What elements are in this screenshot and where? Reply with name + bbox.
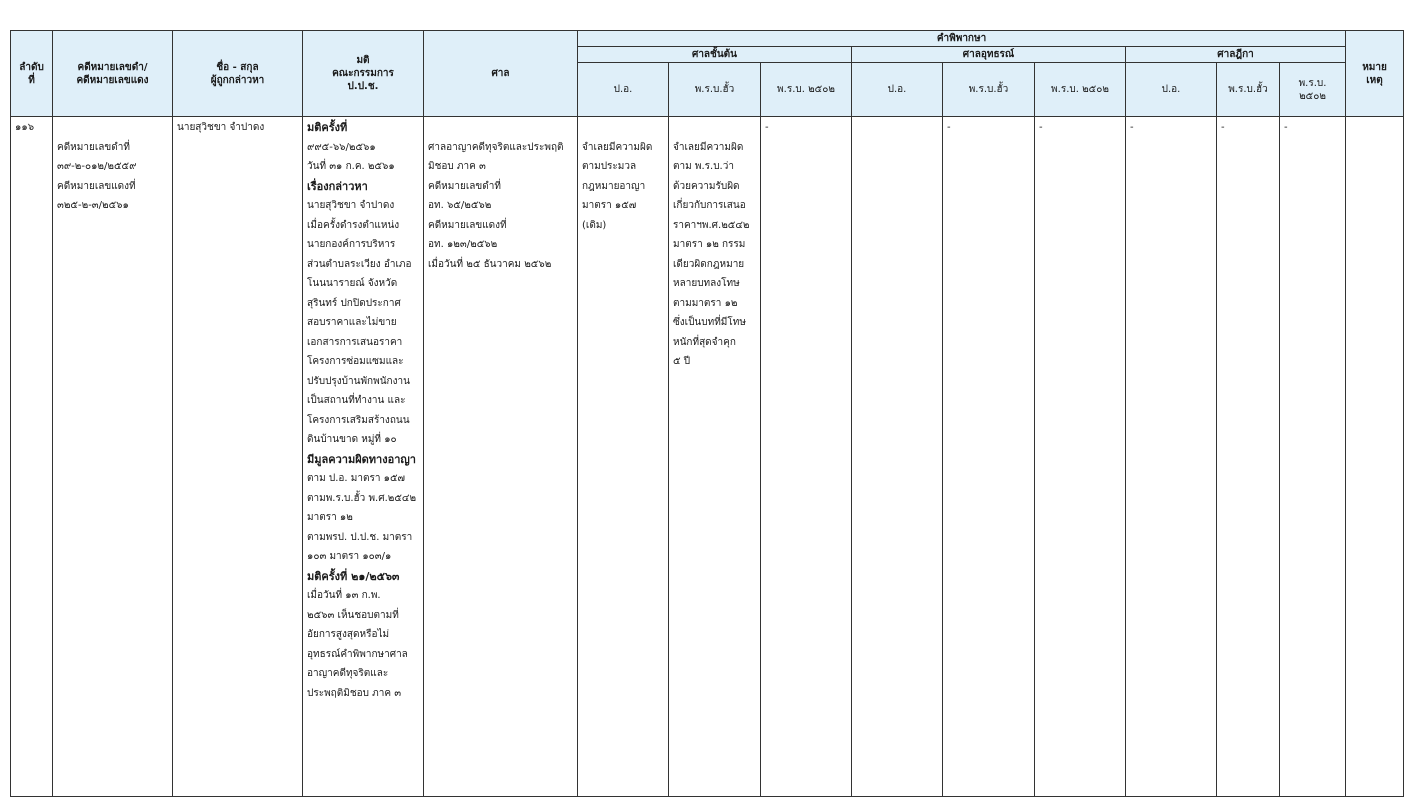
resolution-line: วันที่ ๓๑ ก.ค. ๒๕๖๑ [307, 161, 395, 172]
header-judgment: คำพิพากษา [578, 31, 1346, 47]
resolution-line: นายกองค์การบริหาร [307, 239, 396, 250]
resolution-line: อุทธรณ์คำพิพากษาศาล [307, 648, 408, 660]
header-sub-2502: พ.ร.บ. ๒๕๐๒ [1035, 63, 1126, 117]
cell-case: คดีหมายเลขดำที่ ๓๙-๒-๐๑๒/๒๕๕๙ คดีหมายเลขแดงที่ ๓๒๕-๒-๓/๒๕๖๑ [53, 117, 173, 797]
cell-supreme-po: - [1126, 117, 1217, 797]
resolution-line: นายสุวิชขา จำปาดง [307, 200, 395, 211]
cell-supreme-hua: - [1217, 117, 1280, 797]
resolution-line: ตาม ป.อ. มาตรา ๑๕๗ [307, 473, 406, 484]
header-resolution: มติ คณะกรรมการ ป.ป.ช. [303, 31, 424, 117]
resolution-line: ดินบ้านขาด หมู่ที่ ๑๐ [307, 434, 397, 445]
resolution-line: ๑๐๓ มาตรา ๑๐๓/๑ [307, 551, 392, 562]
header-sub-hua: พ.ร.บ.ฮั้ว [669, 63, 761, 117]
resolution-line: มติครั้งที่ ๒๑/๒๕๖๓ [307, 569, 400, 583]
resolution-line: อาญาคดีทุจริตและ [307, 668, 389, 679]
resolution-line: ตามพ.ร.บ.ฮั้ว พ.ศ.๒๕๔๒ [307, 492, 417, 504]
resolution-line: สุรินทร์ ปกปิดประกาศ [307, 297, 401, 309]
cell-court: ศาลอาญาคดีทุจริตและประพฤติ มิชอบ ภาค ๓ คดีหมายเลขดำที่ อท. ๖๕/๒๕๖๒ คดีหมายเลขแดงที่ อท. ๑๒๓/๒๕๖๒ เมื่อวันที่ ๒๕ ธันวาคม ๒๕๖๒ [424, 117, 578, 797]
header-sub-2502: พ.ร.บ. ๒๕๐๒ [1280, 63, 1346, 117]
resolution-line: ๒๕๖๓ เห็นชอบตามที่ [307, 609, 399, 621]
cell-appeal-hua: - [943, 117, 1035, 797]
resolution-line: เรื่องกล่าวหา [307, 179, 368, 193]
cell-remark [1346, 117, 1404, 797]
cell-first-po: จำเลยมีความผิด ตามประมวล กฎหมายอาญา มาตรา ๑๕๗ (เดิม) [578, 117, 669, 797]
header-remark: หมาย เหตุ [1346, 31, 1404, 117]
resolution-line: โครงการเสริมสร้างถนน [307, 414, 410, 426]
resolution-line: ตามพรป. ป.ป.ช. มาตรา [307, 531, 413, 543]
resolution-line: โครงการซ่อมแซมและ [307, 356, 404, 367]
resolution-line: มาตรา ๑๒ [307, 512, 353, 523]
header-sub-po: ป.อ. [852, 63, 943, 117]
table-row [11, 117, 1404, 797]
header-first-instance-court: ศาลชั้นต้น [578, 47, 852, 63]
resolution-line: มีมูลความผิดทางอาญา [307, 452, 416, 466]
cell-appeal-po [852, 117, 943, 797]
header-appeal-court: ศาลอุทธรณ์ [852, 47, 1126, 63]
cell-resolution [303, 117, 424, 797]
header-case: คดีหมายเลขดำ/ คดีหมายเลขแดง [53, 31, 173, 117]
header-seq: ลำดับ ที่ [11, 31, 53, 117]
header-sub-po: ป.อ. [1126, 63, 1217, 117]
judgment-table [10, 30, 1404, 797]
resolution-line: เมื่อครั้งดำรงตำแหน่ง [307, 219, 400, 231]
cell-first-hua: จำเลยมีความผิด ตาม พ.ร.บ.ว่า ด้วยความรับผิด เกี่ยวกับการเสนอ ราคาฯพ.ศ.๒๕๔๒ มาตรา ๑๒ กรรม เดียวผิดกฎหมาย หลายบทลงโทษ ตามมาตรา ๑๒ ซึ่งเป็นบทที่มีโทษ หนักที่สุดจำคุก ๕ ปี [669, 117, 761, 797]
resolution-line: สอบราคาและไม่ขาย [307, 317, 397, 328]
cell-appeal-2502: - [1035, 117, 1126, 797]
resolution-line: เมื่อวันที่ ๑๓ ก.พ. [307, 590, 381, 601]
resolution-line: โนนนารายณ์ จังหวัด [307, 278, 398, 289]
cell-first-2502: - [761, 117, 852, 797]
resolution-line: ประพฤติมิชอบ ภาค ๓ [307, 687, 402, 699]
header-court: ศาล [424, 31, 578, 117]
header-sub-hua: พ.ร.บ.ฮั้ว [943, 63, 1035, 117]
resolution-line: ส่วนตำบลระเวียง อำเภอ [307, 258, 412, 270]
resolution-line: มติครั้งที่ [307, 121, 348, 134]
header-sub-po: ป.อ. [578, 63, 669, 117]
header-sub-hua: พ.ร.บ.ฮั้ว [1217, 63, 1280, 117]
resolution-line: ปรับปรุงบ้านพักพนักงาน [307, 375, 410, 387]
cell-seq: ๑๑๖ [11, 117, 53, 797]
cell-name: นายสุวิชขา จำปาดง [173, 117, 303, 797]
header-sub-2502: พ.ร.บ. ๒๕๐๒ [761, 63, 852, 117]
resolution-line: อัยการสูงสุดหรือไม่ [307, 629, 390, 640]
header-supreme-court: ศาลฎีกา [1126, 47, 1346, 63]
cell-supreme-2502: - [1280, 117, 1346, 797]
resolution-line: เป็นสถานที่ทำงาน และ [307, 395, 406, 406]
header-name: ชื่อ - สกุล ผู้ถูกกล่าวหา [173, 31, 303, 117]
resolution-line: เอกสารการเสนอราคา [307, 336, 403, 348]
resolution-line: ๙๙๕-๖๖/๒๕๖๑ [307, 141, 376, 153]
